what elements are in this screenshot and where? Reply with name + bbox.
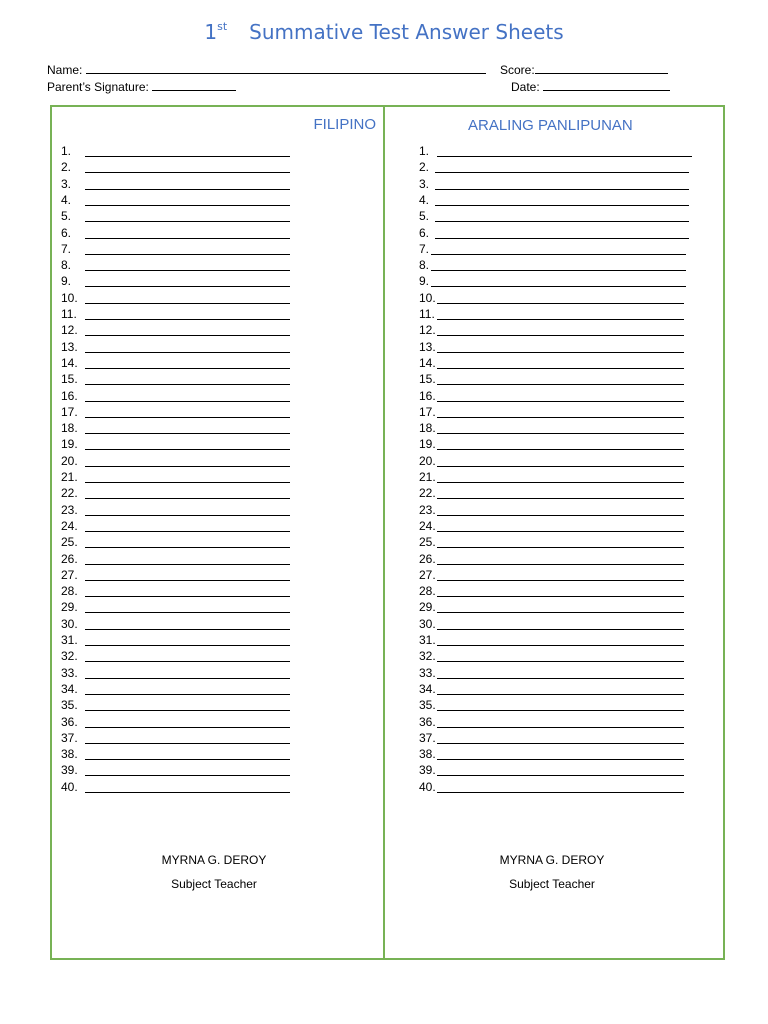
answer-blank[interactable] (437, 727, 684, 728)
answer-line (419, 698, 739, 714)
answer-blank[interactable] (85, 172, 290, 173)
answer-number: 31. (419, 633, 436, 647)
answer-number: 18. (419, 421, 436, 436)
answer-blank[interactable] (85, 629, 290, 630)
answer-number: 37. (419, 730, 436, 745)
answer-number: 2. (419, 160, 430, 175)
answer-number: 26. (61, 551, 78, 566)
answer-line (61, 633, 381, 649)
answer-blank[interactable] (85, 205, 290, 206)
answer-number: 24. (419, 518, 436, 533)
answer-number: 20. (419, 453, 436, 468)
answer-blank[interactable] (431, 254, 686, 255)
answer-line (61, 160, 381, 176)
answer-blank[interactable] (85, 710, 290, 711)
name-row (47, 62, 486, 77)
answer-blank[interactable] (85, 661, 290, 662)
answer-line (61, 437, 381, 453)
answer-number: 14. (61, 355, 78, 370)
name-label: Name: (47, 63, 83, 77)
answer-line (61, 405, 381, 421)
answer-blank[interactable] (85, 238, 290, 239)
answer-line (61, 503, 381, 519)
answer-number: 5. (419, 209, 430, 224)
answer-number: 7. (61, 241, 72, 256)
answer-blank[interactable] (85, 449, 290, 450)
answer-blank[interactable] (85, 678, 290, 679)
answer-blank[interactable] (85, 384, 290, 385)
answer-number: 19. (419, 437, 436, 452)
answer-blank[interactable] (437, 564, 684, 565)
answer-blank[interactable] (85, 596, 290, 597)
answer-line (61, 470, 381, 486)
answer-blank[interactable] (85, 335, 290, 336)
answer-blank[interactable] (437, 531, 684, 532)
filipino-teacher-role: Subject Teacher (171, 877, 257, 891)
answer-number: 25. (419, 535, 436, 550)
answer-line (61, 421, 381, 437)
answer-line (419, 600, 739, 616)
answer-line (61, 389, 381, 405)
answer-blank[interactable] (85, 286, 290, 287)
answer-blank[interactable] (437, 449, 684, 450)
answer-blank[interactable] (431, 270, 686, 271)
answer-number: 8. (61, 258, 72, 273)
answer-line (419, 535, 739, 551)
answer-line (419, 356, 739, 372)
answer-number: 36. (61, 714, 78, 729)
answer-number: 14. (419, 355, 436, 370)
answer-line (61, 372, 381, 388)
answer-number: 8. (419, 258, 430, 273)
answer-blank[interactable] (437, 466, 684, 467)
answer-line (61, 715, 381, 731)
answer-line (419, 274, 739, 290)
answer-line (419, 617, 739, 633)
answer-blank[interactable] (437, 401, 684, 402)
answer-blank[interactable] (437, 515, 684, 516)
answer-blank[interactable] (437, 612, 684, 613)
answer-line (61, 274, 381, 290)
answer-blank[interactable] (85, 401, 290, 402)
answer-line (61, 486, 381, 502)
page-title (0, 20, 768, 44)
score-field[interactable] (535, 62, 668, 74)
answer-blank[interactable] (435, 205, 689, 206)
answer-line (419, 780, 739, 796)
answer-line (61, 519, 381, 535)
answer-number: 9. (419, 274, 430, 289)
answer-blank[interactable] (85, 580, 290, 581)
answer-line (61, 649, 381, 665)
answer-number: 25. (61, 535, 78, 550)
answer-blank[interactable] (437, 433, 684, 434)
answer-blank[interactable] (435, 172, 689, 173)
answer-blank[interactable] (437, 661, 684, 662)
name-field[interactable] (86, 62, 486, 74)
answer-blank[interactable] (85, 775, 290, 776)
answer-line (419, 340, 739, 356)
answer-blank[interactable] (437, 319, 684, 320)
answer-blank[interactable] (431, 286, 686, 287)
answer-number: 32. (419, 649, 436, 664)
title-text: Summative Test Answer Sheets (249, 20, 564, 44)
answer-line (419, 568, 739, 584)
answer-blank[interactable] (85, 482, 290, 483)
answer-number: 1. (419, 144, 430, 158)
answer-number: 16. (419, 388, 436, 403)
answer-number: 13. (419, 339, 436, 354)
answer-number: 33. (419, 665, 436, 680)
answer-number: 12. (419, 323, 436, 338)
answer-line (61, 291, 381, 307)
answer-blank[interactable] (85, 319, 290, 320)
answer-blank[interactable] (437, 775, 684, 776)
answer-number: 12. (61, 323, 78, 338)
answer-number: 37. (61, 730, 78, 745)
answer-blank[interactable] (85, 759, 290, 760)
answer-number: 15. (419, 372, 436, 387)
answer-number: 35. (419, 698, 436, 713)
answer-line (61, 242, 381, 258)
answer-number: 10. (61, 290, 78, 305)
answer-number: 19. (61, 437, 78, 452)
answer-number: 33. (61, 665, 78, 680)
answer-blank[interactable] (435, 221, 689, 222)
answer-number: 9. (61, 274, 72, 289)
answer-line (61, 682, 381, 698)
answer-blank[interactable] (437, 368, 684, 369)
answer-number: 22. (419, 486, 436, 501)
answer-blank[interactable] (85, 352, 290, 353)
answer-blank[interactable] (437, 678, 684, 679)
answer-blank[interactable] (435, 238, 689, 239)
answer-line (419, 421, 739, 437)
answer-line (419, 258, 739, 274)
answer-blank[interactable] (85, 270, 290, 271)
answer-number: 31. (61, 633, 78, 647)
signature-label: Parent’s Signature: (47, 80, 149, 94)
score-label: Score: (500, 63, 535, 77)
answer-number: 29. (419, 600, 436, 615)
answer-line (419, 372, 739, 388)
answer-blank[interactable] (437, 694, 684, 695)
answer-line (61, 552, 381, 568)
answer-blank[interactable] (437, 629, 684, 630)
answer-number: 6. (61, 225, 72, 240)
answer-line (419, 323, 739, 339)
answer-line (61, 584, 381, 600)
answer-blank[interactable] (435, 189, 689, 190)
answer-line (419, 437, 739, 453)
answer-blank[interactable] (85, 727, 290, 728)
answer-number: 2. (61, 160, 72, 175)
signature-field[interactable] (152, 79, 236, 91)
answer-line (419, 715, 739, 731)
answer-number: 3. (419, 176, 430, 191)
answer-blank[interactable] (437, 417, 684, 418)
answer-line (419, 454, 739, 470)
araling-panlipunan-teacher-name: MYRNA G. DEROY (499, 853, 605, 867)
answer-line (419, 307, 739, 323)
answer-number: 11. (419, 307, 435, 321)
answer-number: 11. (61, 307, 77, 321)
score-row (500, 62, 668, 77)
answer-blank[interactable] (437, 335, 684, 336)
answer-number: 20. (61, 453, 78, 468)
answer-line (419, 470, 739, 486)
answer-number: 1. (61, 144, 72, 158)
answer-line (419, 666, 739, 682)
answer-line (61, 535, 381, 551)
answer-blank[interactable] (437, 580, 684, 581)
answer-line (419, 633, 739, 649)
answer-blank[interactable] (85, 417, 290, 418)
title-ordinal-suffix: st (217, 20, 228, 33)
answer-blank[interactable] (85, 612, 290, 613)
date-field[interactable] (543, 79, 670, 91)
answer-number: 29. (61, 600, 78, 615)
answer-blank[interactable] (437, 710, 684, 711)
answer-number: 22. (61, 486, 78, 501)
answer-line (419, 160, 739, 176)
answer-number: 30. (419, 616, 436, 631)
answer-blank[interactable] (437, 792, 684, 793)
answer-number: 21. (419, 470, 436, 484)
answer-blank[interactable] (85, 743, 290, 744)
answer-line (61, 666, 381, 682)
answer-line (419, 649, 739, 665)
answer-line (419, 584, 739, 600)
answer-number: 13. (61, 339, 78, 354)
answer-line (61, 226, 381, 242)
answer-line (61, 356, 381, 372)
answer-number: 34. (61, 681, 78, 696)
answer-line (419, 503, 739, 519)
araling-panlipunan-subject-title: ARALING PANLIPUNAN (468, 117, 633, 134)
answer-number: 28. (419, 584, 436, 599)
answer-line (419, 405, 739, 421)
answer-number: 23. (419, 502, 436, 517)
answer-number: 4. (419, 192, 430, 207)
answer-number: 10. (419, 290, 436, 305)
answer-blank[interactable] (437, 156, 692, 157)
answer-blank[interactable] (85, 694, 290, 695)
answer-blank[interactable] (85, 368, 290, 369)
answer-number: 34. (419, 681, 436, 696)
answer-line (61, 258, 381, 274)
answer-blank[interactable] (437, 596, 684, 597)
answer-blank[interactable] (85, 433, 290, 434)
answer-blank[interactable] (85, 645, 290, 646)
answer-number: 26. (419, 551, 436, 566)
answer-blank[interactable] (85, 466, 290, 467)
answer-line (419, 291, 739, 307)
answer-line (61, 307, 381, 323)
answer-line (61, 600, 381, 616)
answer-number: 3. (61, 176, 72, 191)
answer-line (61, 763, 381, 779)
answer-number: 7. (419, 241, 430, 256)
answer-number: 35. (61, 698, 78, 713)
answer-line (419, 682, 739, 698)
answer-line (419, 209, 739, 225)
answer-line (61, 617, 381, 633)
answer-blank[interactable] (437, 482, 684, 483)
answer-number: 40. (61, 779, 78, 794)
answer-blank[interactable] (85, 303, 290, 304)
answer-number: 36. (419, 714, 436, 729)
title-number: 1 (204, 20, 218, 44)
answer-blank[interactable] (85, 189, 290, 190)
answer-line (61, 144, 381, 160)
answer-blank[interactable] (85, 254, 290, 255)
answer-number: 18. (61, 421, 78, 436)
answer-blank[interactable] (437, 352, 684, 353)
answer-blank[interactable] (437, 547, 684, 548)
answer-number: 23. (61, 502, 78, 517)
answer-blank[interactable] (437, 759, 684, 760)
answer-number: 17. (419, 404, 436, 419)
answer-line (419, 193, 739, 209)
answer-number: 28. (61, 584, 78, 599)
answer-number: 24. (61, 518, 78, 533)
answer-line (61, 780, 381, 796)
answer-line (419, 389, 739, 405)
answer-number: 21. (61, 470, 78, 484)
answer-blank[interactable] (437, 743, 684, 744)
answer-number: 15. (61, 372, 78, 387)
answer-number: 27. (61, 567, 78, 582)
answer-blank[interactable] (85, 531, 290, 532)
answer-line (61, 698, 381, 714)
answer-blank[interactable] (85, 515, 290, 516)
answer-line (419, 242, 739, 258)
answer-number: 40. (419, 779, 436, 794)
answer-blank[interactable] (437, 645, 684, 646)
answer-line (61, 323, 381, 339)
answer-number: 39. (419, 763, 436, 778)
answer-line (61, 731, 381, 747)
answer-number: 30. (61, 616, 78, 631)
answer-line (419, 486, 739, 502)
filipino-teacher-name: MYRNA G. DEROY (161, 853, 267, 867)
answer-number: 32. (61, 649, 78, 664)
answer-number: 17. (61, 404, 78, 419)
answer-blank[interactable] (85, 498, 290, 499)
answer-line (419, 177, 739, 193)
answer-number: 4. (61, 192, 72, 207)
answer-blank[interactable] (437, 498, 684, 499)
answer-blank[interactable] (437, 303, 684, 304)
answer-line (419, 763, 739, 779)
answer-line (419, 144, 739, 160)
answer-number: 39. (61, 763, 78, 778)
answer-line (61, 747, 381, 763)
answer-blank[interactable] (85, 156, 290, 157)
answer-number: 38. (61, 747, 78, 762)
answer-line (61, 177, 381, 193)
date-label: Date: (511, 80, 540, 94)
answer-line (419, 747, 739, 763)
answer-number: 38. (419, 747, 436, 762)
answer-number: 6. (419, 225, 430, 240)
answer-blank[interactable] (85, 564, 290, 565)
date-row (511, 79, 670, 94)
answer-blank[interactable] (85, 221, 290, 222)
answer-blank[interactable] (437, 384, 684, 385)
answer-number: 5. (61, 209, 72, 224)
answer-blank[interactable] (85, 792, 290, 793)
answer-line (419, 519, 739, 535)
answer-blank[interactable] (85, 547, 290, 548)
answer-line (61, 568, 381, 584)
answer-line (419, 226, 739, 242)
answer-line (61, 209, 381, 225)
filipino-subject-title: FILIPINO (313, 116, 376, 133)
answer-line (61, 193, 381, 209)
answer-number: 16. (61, 388, 78, 403)
answer-line (419, 731, 739, 747)
answer-line (61, 454, 381, 470)
signature-row (47, 79, 236, 94)
answer-line (61, 340, 381, 356)
answer-line (419, 552, 739, 568)
araling-panlipunan-teacher-role: Subject Teacher (509, 877, 595, 891)
answer-number: 27. (419, 567, 436, 582)
